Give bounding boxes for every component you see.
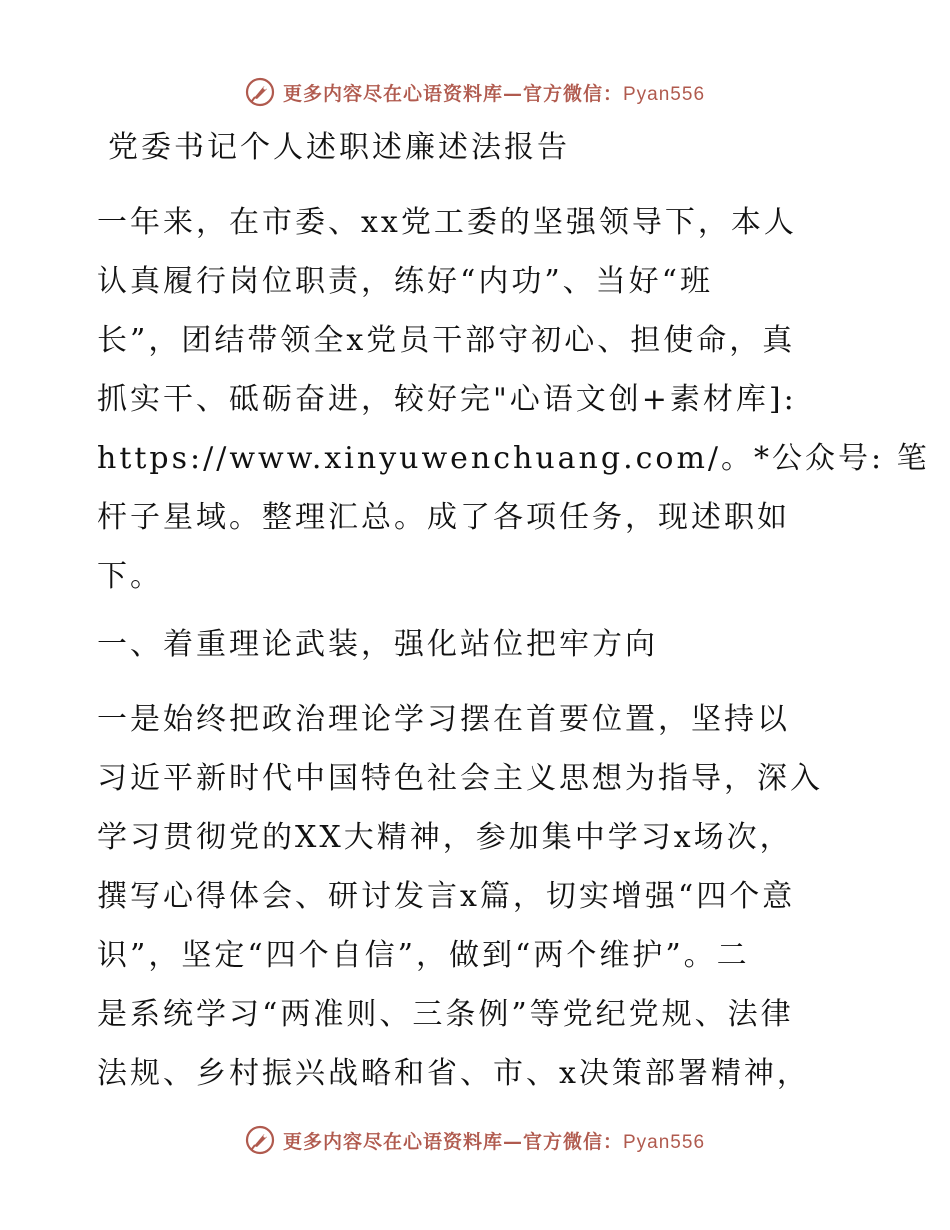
paragraph-intro (97, 193, 930, 606)
watermark-wechat-id: Pyan556 (623, 1131, 706, 1153)
text-line: 下。 (97, 559, 163, 594)
text-line: 撰写心得体会、研讨发言x篇，切实增强“四个意 (97, 879, 796, 914)
watermark-text: 更多内容尽在心语资料库—官方微信：Pyan556 (282, 1130, 706, 1153)
text-line: 一是始终把政治理论学习摆在首要位置，坚持以 (97, 702, 790, 737)
paragraph-theory-study (97, 690, 857, 1103)
text-line: 学习贯彻党的XX大精神，参加集中学习x场次， (97, 820, 793, 855)
text-line: 识”，坚定“四个自信”，做到“两个维护”。二 (97, 938, 750, 973)
watermark-footer (0, 1120, 950, 1160)
text-line: 是系统学习“两准则、三条例”等党纪党规、法律 (97, 997, 794, 1032)
section-heading (97, 615, 857, 674)
text-line: https://www.xinyuwenchuang.com/。*公众号: 笔 (97, 441, 930, 476)
text-line: 一年来，在市委、xx党工委的坚强领导下，本人 (97, 205, 797, 240)
text-line: 习近平新时代中国特色社会主义思想为指导，深入 (97, 761, 823, 796)
watermark-wechat-id: Pyan556 (623, 83, 706, 105)
watermark-text: 更多内容尽在心语资料库—官方微信：Pyan556 (282, 82, 706, 105)
text-line: 认真履行岗位职责，练好“内功”、当好“班 (97, 264, 714, 299)
document-title: 党委书记个人述职述廉述法报告 (108, 130, 570, 165)
watermark-header (0, 72, 950, 112)
text-line: 杆子星域。整理汇总。成了各项任务，现述职如 (97, 500, 790, 535)
text-line: 法规、乡村振兴战略和省、市、x决策部署精神， (97, 1056, 810, 1091)
pen-nib-logo-icon (245, 1125, 275, 1155)
text-line: 抓实干、砥砺奋进，较好完"心语文创+素材库]: (97, 382, 797, 417)
text-line: 长”，团结带领全x党员干部守初心、担使命，真 (97, 323, 796, 358)
section-heading-text: 一、着重理论武装，强化站位把牢方向 (97, 627, 658, 662)
pen-nib-logo-icon (245, 77, 275, 107)
